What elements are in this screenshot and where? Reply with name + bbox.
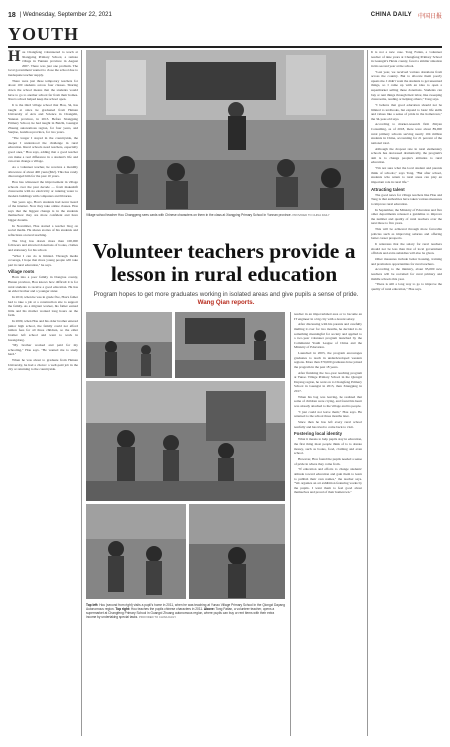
paragraph: teacher in an impoverished area or to become an IT engineer in a big city with a decent salary.	[294, 312, 362, 321]
teaching-photo-image	[175, 312, 285, 378]
drop-cap: H	[8, 50, 21, 65]
paragraph: However, Hou found the pupils needed a sense of pride in where they come from.	[294, 456, 362, 466]
market-photo-large	[86, 381, 285, 501]
newspaper-brand: CHINA DAILY	[370, 12, 412, 18]
caption-label: Top left:	[86, 603, 99, 607]
paragraph: It is the third village school that Hou, 34, has taught at since he graduated from Hainan University of Arts and Science in Changzhi, Yunnan province, in 2013. Before Xiangping Primary School, he had taught in Beichi, Guangxi Zhuang autonomous region, for four years, and Sanjiao, Guizhou province, for two years.	[8, 102, 78, 135]
caption-text: Village school teacher Hou Changgeng sees cards with Chinese characters on them in the class at Xiangping Primary School in Yunnan province.	[86, 213, 292, 217]
home-visit-photo-image	[86, 312, 172, 378]
caption-text: Hou teaches the pupils chinese characters in 2011.	[130, 607, 204, 611]
paragraph: ou Changfeng volunteered to teach at Xiangping Primary School, a remote village in Yunnan province in August 2007. There was just one problem. The local government wanted to close the school due to inadequate teacher supply.	[8, 50, 78, 77]
home-visit-photo	[86, 312, 172, 378]
paragraph: Other measures include better housing, training and promotion opportunities for rural teachers.	[371, 257, 442, 266]
paragraph: "There is still a long way to go to improve the quality of rural education," Hou says.	[371, 282, 442, 291]
photo-credit: PROVIDED TO CHINA DAILY	[292, 213, 330, 217]
paragraph: What it means to help pupils stay in education, the first thing most people think of is to donate money, such as books, food, clothing and even school.	[294, 437, 362, 456]
paragraph: In September, the Ministry of Education and five other departments released a guideline to improve the number and quality of rural teachers over the next three to five years.	[371, 207, 442, 226]
paragraph: Hou has witnessed the improvement in village schools over the past decade — from makeshift classrooms with no electricity or running water to modern buildings with computers and libraries.	[8, 179, 78, 198]
paragraph: "I'm not sure what the local student and parents think of schools," says Tong. "But after school, students who return to rural areas can play an important role in rural life."	[371, 166, 442, 184]
column-divider	[81, 50, 82, 736]
article-column-right	[371, 50, 442, 736]
paragraph: There were just three temporary teachers for about 100 students across four classes. Sharing down the school means that the students would have to go to another school far from their homes. Xiao's school helped keep the school open.	[8, 78, 78, 102]
issue-date: | Wednesday, September 22, 2021	[19, 12, 112, 18]
paragraph: It reiterates that the salary for rural teachers should not be less than that of local government officials and extra subsidies will also be given.	[371, 242, 442, 256]
article-column-left	[8, 50, 78, 736]
caption-label: Above:	[203, 607, 215, 611]
photo-credit: PROVIDED TO CHINA DAILY	[138, 615, 177, 619]
headline: Volunteer teachers provide a lesson in rural education	[92, 239, 356, 286]
paragraph: When his bag was leaving, he realized that some of children were crying, and found his heart was already attached to the village and its people.	[294, 394, 362, 409]
paragraph: In 2010, when he was in grade five, Hou's father had to take a job at a construction site to support the family. As a migrant worker, his father earned little and his mother worked long hours on the farm.	[8, 294, 78, 318]
paragraph: According to the ministry, about 95,000 new teachers will be recruited for rural primary and middle schools this year.	[371, 267, 442, 281]
section-title: YOUTH	[8, 24, 80, 44]
market-photo-image	[86, 381, 285, 501]
caption-text: Tong Fatian, a volunteer teacher, opens a supermarket at Changfeng Primary School in Guangxi Zhuang autonomous region, where pupils can buy or rent items with their extra income by undertaking special tasks.	[86, 607, 275, 619]
byline: Wang Qian reports.	[197, 298, 255, 306]
pupils-photo-right-image	[189, 504, 285, 599]
paragraph: "I just could not leave them," Hou says. He returned to the school three months later.	[294, 409, 362, 419]
paragraph: Since then he has left every rural school tearfully and has tried to come back to visit.	[294, 420, 362, 429]
paragraph: After finishing the two-year teaching program at Yunao Village Primary School in the Qiongzi Dayang region, he went on to Changfeng Primary School in Guangxi in 2015, then Xiangping in 2017.	[294, 370, 362, 394]
paragraph: "What I can do is limited. Through media coverage, I hope that more young people will take part in rural education," he says.	[8, 253, 78, 267]
paragraph: "Last year, we received various donations from across the country. But to allocate them poorly upsets me. I didn't want the students to get unearned things, so I came up with an idea to open a supermarket selling these donations. Students can buy or rent things through their labor, like sweeping classrooms, reading or helping others," Tong says.	[371, 69, 442, 102]
subheadline	[92, 291, 360, 306]
paragraph: Ten years ago, Hou's students had never heard of the internet. Now they take online classes. Hou says that the biggest change is in the students themselves: they are more confident and have bigger dreams.	[8, 199, 78, 222]
subheading-fostering-local-identity: Fostering local identity	[294, 431, 343, 437]
paragraph: The blog has drawn more than 100,000 followers and attracted donations of books, clothes and stationery for his school.	[8, 238, 78, 252]
caption-text: Hou (second from right) visits a pupil's home in 2011, when he was teaching at Yunao Village Primary School in the Qiongzi Dayang Autonomous region.	[86, 603, 285, 611]
pupils-photo-right	[189, 504, 285, 599]
page-number: 18	[8, 11, 16, 19]
classroom-photo	[86, 50, 364, 210]
article-column-middle	[294, 312, 362, 736]
pupils-photo-left-image	[86, 504, 186, 599]
paragraph: This will be achieved through more favorable policies such as improving salaries and offering better career prospects.	[371, 227, 442, 241]
paragraph: "The longer I stayed in the countryside, the deeper I understood the challenge in rural education. Rural schools need teachers, especially good ones," Hou says, adding that a good teacher can make a real difference in a student's life and can even change a village.	[8, 136, 78, 164]
paragraph: Born into a poor family in Dongtou county, Hunan province, Hou knows how difficult it is for rural students to receive a good education. He has an elder brother and a younger sister.	[8, 275, 78, 294]
paragraph: Launched in 2003, the program encourages graduates to teach in underdeveloped western regions. More than 370,000 graduates have joined the program in the past 18 years.	[294, 351, 362, 369]
paragraph: As a volunteer teacher, he receives a monthly allowance of about 400 yuan ($62). This has rarely discouraged him for the past 10 years.	[8, 165, 78, 179]
subheading-attracting-talent: Attracting talent	[371, 186, 405, 192]
paragraph: "My brother worked and paid for my schooling," Hou says. "He wanted me to study hard."	[8, 343, 78, 357]
classroom-photo-image	[86, 50, 364, 210]
paragraph: According to market-research firm Zhiyan Consulting, as of 2018, there were about 89,000 rural primary schools serving nearly 104 million students in China, accounting for 21 percent of the national total.	[371, 122, 442, 145]
teaching-photo	[175, 312, 285, 378]
subheading-village-roots: Village roots	[8, 269, 35, 275]
paragraph: In 2009, when Hou and his older brother entered junior high school, the family could not afford tuition fees for all three children, so the elder brother left school and went to work in Guangdong.	[8, 319, 78, 342]
caption-label: Top right:	[115, 607, 131, 611]
pupils-photo-left	[86, 504, 186, 599]
section-rule	[8, 46, 442, 48]
column-divider	[290, 312, 291, 736]
paragraph: "I believe that good education should not be limited to textbooks, but expand to basic life skills and values like a sense of pride in the hometown," the 34-year-old says.	[371, 102, 442, 121]
page-header	[8, 8, 442, 22]
top-photo-caption	[86, 213, 364, 217]
newspaper-brand-chinese: 中国日报	[417, 13, 442, 20]
paragraph: When he was about to graduate from Hainan University, he had a choice: a well-paid job in the city or returning to the countryside.	[8, 358, 78, 372]
paragraph: It is not a new case. Tong Fatian, a volunteer teacher of nine years at Changfeng Primary School in Guangxi's Hexia county, faced a similar situation in his second year at the school.	[371, 50, 442, 68]
column-divider	[367, 50, 368, 736]
paragraph: Although the dropout rate in rural elementary schools has decreased dramatically, the program's aim is to change people's attitudes to rural education.	[371, 146, 442, 165]
subhead-text: Program hopes to get more graduates working in isolated areas and give pupils a sense of pride.	[93, 291, 359, 298]
paragraph: In November, Hou started a teacher blog on social media. He shares stories of his students and reflections on rural teaching.	[8, 223, 78, 237]
paragraph: The good news for village teachers like Hou and Tang is that authorities have taken various measures to improve rural education.	[371, 192, 442, 206]
paragraph: "If education and efforts to change students' attitude toward education and gain them to learn to publish their own names," the teacher says. "We organize an art exhibition featuring works by the pupils. I want them to feel good about themselves and proud of their hometown."	[294, 467, 362, 495]
bottom-photos-caption	[86, 603, 285, 619]
paragraph: After discussing with his parents and carefully mulling it over for two months, he decided to do something meaningful for society and applied to a two-year volunteer program launched by the Communist Youth League of China and the Ministry of Education.	[294, 322, 362, 350]
